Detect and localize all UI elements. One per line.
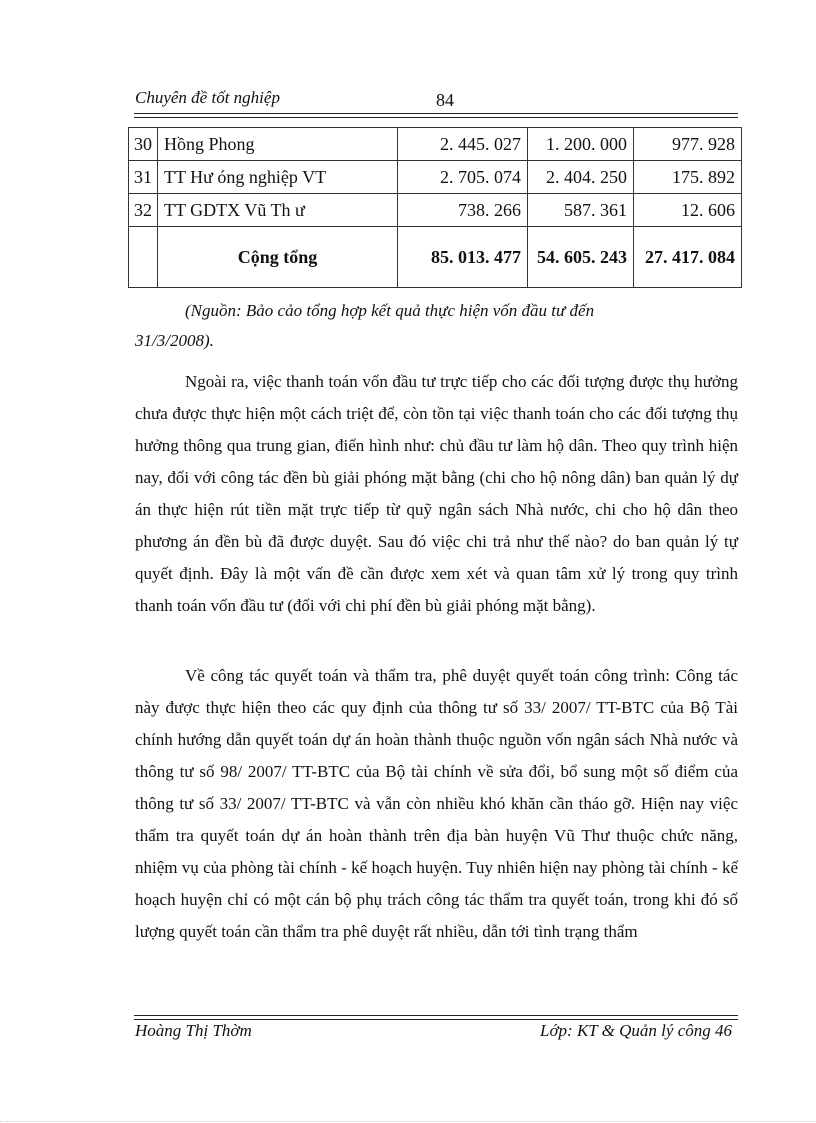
total-value-1: 85. 013. 477	[398, 227, 528, 288]
footer-class: Lớp: KT & Quản lý công 46	[540, 1021, 732, 1040]
total-value-2: 54. 605. 243	[528, 227, 634, 288]
header-title: Chuyên đề tốt nghiệp	[135, 88, 280, 107]
footer-author: Hoàng Thị Thờm	[135, 1021, 252, 1040]
total-row	[129, 227, 742, 288]
row-name: Hồng Phong	[158, 128, 398, 161]
table-row	[129, 128, 742, 161]
body-paragraph-1: Ngoài ra, việc thanh toán vốn đầu tư trực tiếp cho các đối tượng được thụ hưởng chưa được thực hiện một cách triệt để, còn tồn tại việc thanh toán cho các đối tượng thụ hưởng thông qua trung gian, điển hình như: chủ đầu tư làm hộ dân. Theo quy trình hiện nay, đối với công tác đền bù giải phóng mặt bằng (chi cho hộ nông dân) ban quản lý dự án thực hiện rút tiền mặt trực tiếp từ quỹ ngân sách Nhà nước, chi cho hộ dân theo phương án đền bù đã được duyệt. Sau đó việc chi trả như thế nào? do ban quản lý tự quyết định. Đây là một vấn đề cần được xem xét và quan tâm xử lý trong quy trình thanh toán vốn đầu tư (đối với chi phí đền bù giải phóng mặt bằng).	[135, 372, 738, 615]
row-value-2: 587. 361	[528, 194, 634, 227]
row-value-1: 2. 705. 074	[398, 161, 528, 194]
row-number: 30	[129, 128, 158, 161]
table-row	[129, 161, 742, 194]
row-name: TT Hư óng nghiệp VT	[158, 161, 398, 194]
header-divider	[134, 113, 738, 118]
body-paragraph-2: Về công tác quyết toán và thẩm tra, phê duyệt quyết toán công trình: Công tác này được thực hiện theo các quy định của thông tư số 33/ 2007/ TT-BTC của Bộ Tài chính hướng dẫn quyết toán dự án hoàn thành thuộc nguồn vốn ngân sách Nhà nước và thông tư số 98/ 2007/ TT-BTC của Bộ tài chính về sửa đổi, bổ sung một số điểm của thông tư số 33/ 2007/ TT-BTC và vẫn còn nhiều khó khăn cần tháo gỡ. Hiện nay việc thẩm tra quyết toán dự án hoàn thành trên địa bàn huyện Vũ Thư thuộc chức năng, nhiệm vụ của phòng tài chính - kế hoạch huyện. Tuy nhiên hiện nay phòng tài chính - kế hoạch huyện chỉ có một cán bộ phụ trách công tác thẩm tra quyết toán, trong khi đó số lượng quyết toán cần thẩm tra phê duyệt rất nhiều, dẫn tới tình trạng thẩm	[135, 666, 738, 941]
row-value-1: 2. 445. 027	[398, 128, 528, 161]
footer-divider	[134, 1015, 738, 1020]
total-value-3: 27. 417. 084	[634, 227, 742, 288]
investment-table	[128, 127, 742, 288]
row-value-3: 12. 606	[634, 194, 742, 227]
row-number: 31	[129, 161, 158, 194]
source-note	[135, 296, 738, 356]
source-note-line-2: 31/3/2008).	[135, 331, 214, 350]
row-value-2: 1. 200. 000	[528, 128, 634, 161]
row-value-2: 2. 404. 250	[528, 161, 634, 194]
page-edge-divider	[0, 1121, 816, 1122]
row-name: TT GDTX Vũ Th ư	[158, 194, 398, 227]
total-label: Cộng tổng	[158, 227, 398, 288]
row-value-1: 738. 266	[398, 194, 528, 227]
table-row	[129, 194, 742, 227]
row-value-3: 977. 928	[634, 128, 742, 161]
source-note-line-1: (Nguồn: Bảo cảo tổng hợp kết quả thực hiện vốn đầu tư đến	[185, 301, 595, 320]
page-number: 84	[436, 90, 454, 110]
total-number-cell	[129, 227, 158, 288]
row-value-3: 175. 892	[634, 161, 742, 194]
row-number: 32	[129, 194, 158, 227]
